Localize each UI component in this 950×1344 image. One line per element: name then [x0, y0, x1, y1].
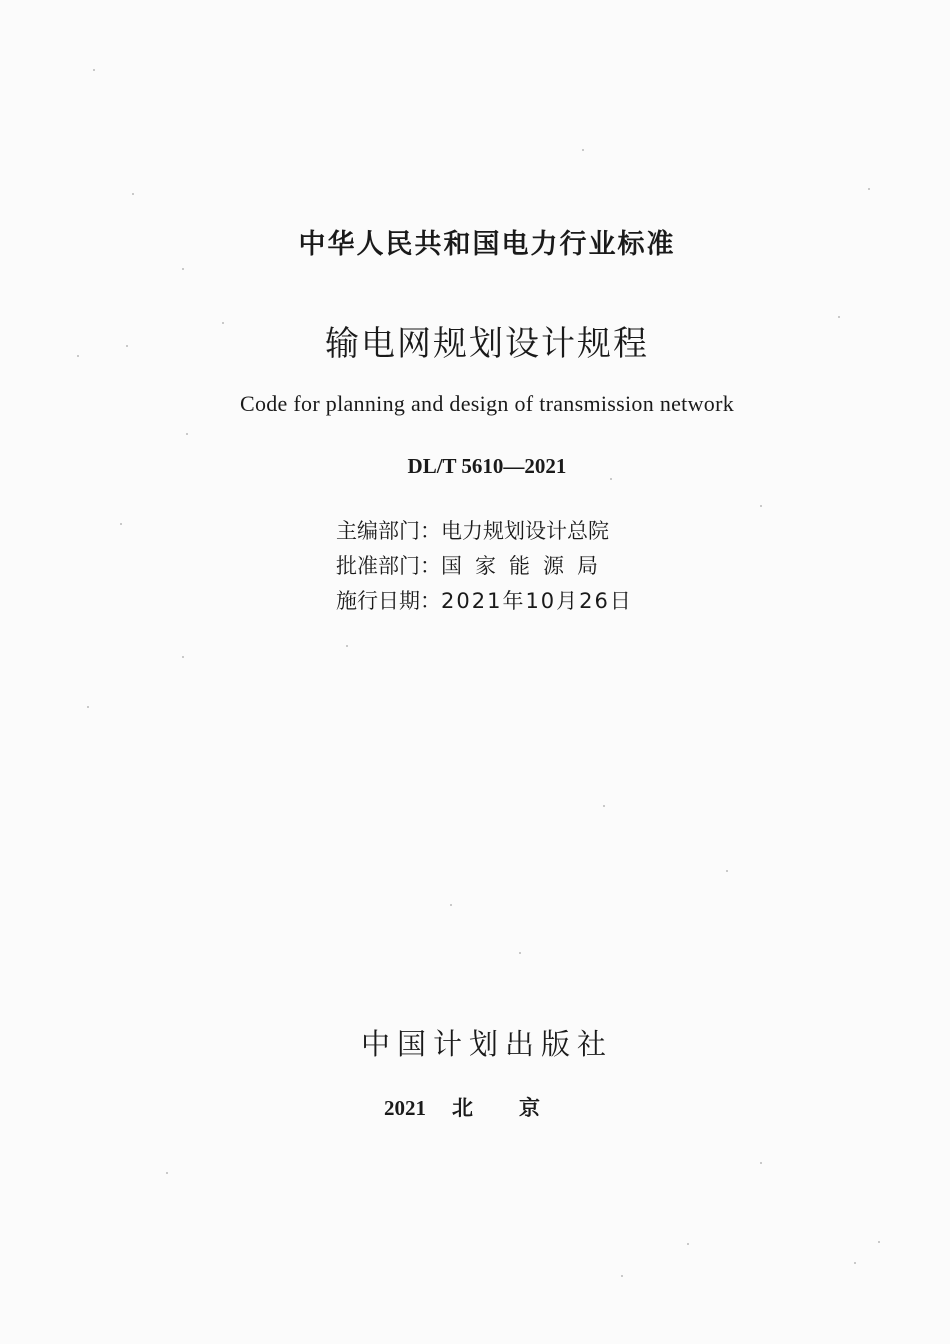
scan-speck	[854, 1262, 856, 1264]
scan-speck	[687, 1243, 689, 1245]
effective-date-value: 2021年10月26日	[441, 589, 633, 613]
scan-speck	[346, 645, 348, 647]
scan-speck	[166, 1172, 168, 1174]
scan-speck	[868, 188, 870, 190]
editor-department-line	[336, 515, 609, 545]
scan-speck	[132, 193, 134, 195]
editor-department-value: 电力规划设计总院	[441, 519, 609, 543]
scan-speck	[760, 505, 762, 507]
scan-speck	[603, 805, 605, 807]
scan-speck	[93, 69, 95, 71]
scan-speck	[726, 870, 728, 872]
standard-class-heading: 中华人民共和国电力行业标准	[298, 229, 676, 260]
scan-speck	[182, 656, 184, 658]
document-title-english: Code for planning and design of transmission network	[239, 391, 735, 416]
effective-date-label: 施行日期：	[336, 589, 441, 613]
scan-speck	[878, 1241, 880, 1243]
standard-code: DL/T 5610—2021	[407, 454, 567, 478]
approving-department-label: 批准部门：	[336, 554, 441, 578]
scan-speck	[582, 149, 584, 151]
scan-speck	[120, 523, 122, 525]
effective-date-line	[336, 585, 633, 615]
scan-speck	[182, 268, 184, 270]
document-title-chinese: 输电网规划设计规程	[325, 324, 649, 364]
imprint-year: 2021	[384, 1096, 426, 1120]
scan-speck	[760, 1162, 762, 1164]
approving-department-value: 国家能源局	[441, 554, 611, 578]
imprint-city: 北京	[452, 1096, 586, 1120]
scan-speck	[186, 433, 188, 435]
scan-speck	[450, 904, 452, 906]
imprint-line	[10, 1092, 950, 1122]
scan-speck	[87, 706, 89, 708]
editor-department-label: 主编部门：	[336, 519, 441, 543]
approving-department-line	[336, 550, 611, 580]
publisher-name: 中国计划出版社	[360, 1027, 613, 1061]
scan-speck	[621, 1275, 623, 1277]
scan-speck	[519, 952, 521, 954]
